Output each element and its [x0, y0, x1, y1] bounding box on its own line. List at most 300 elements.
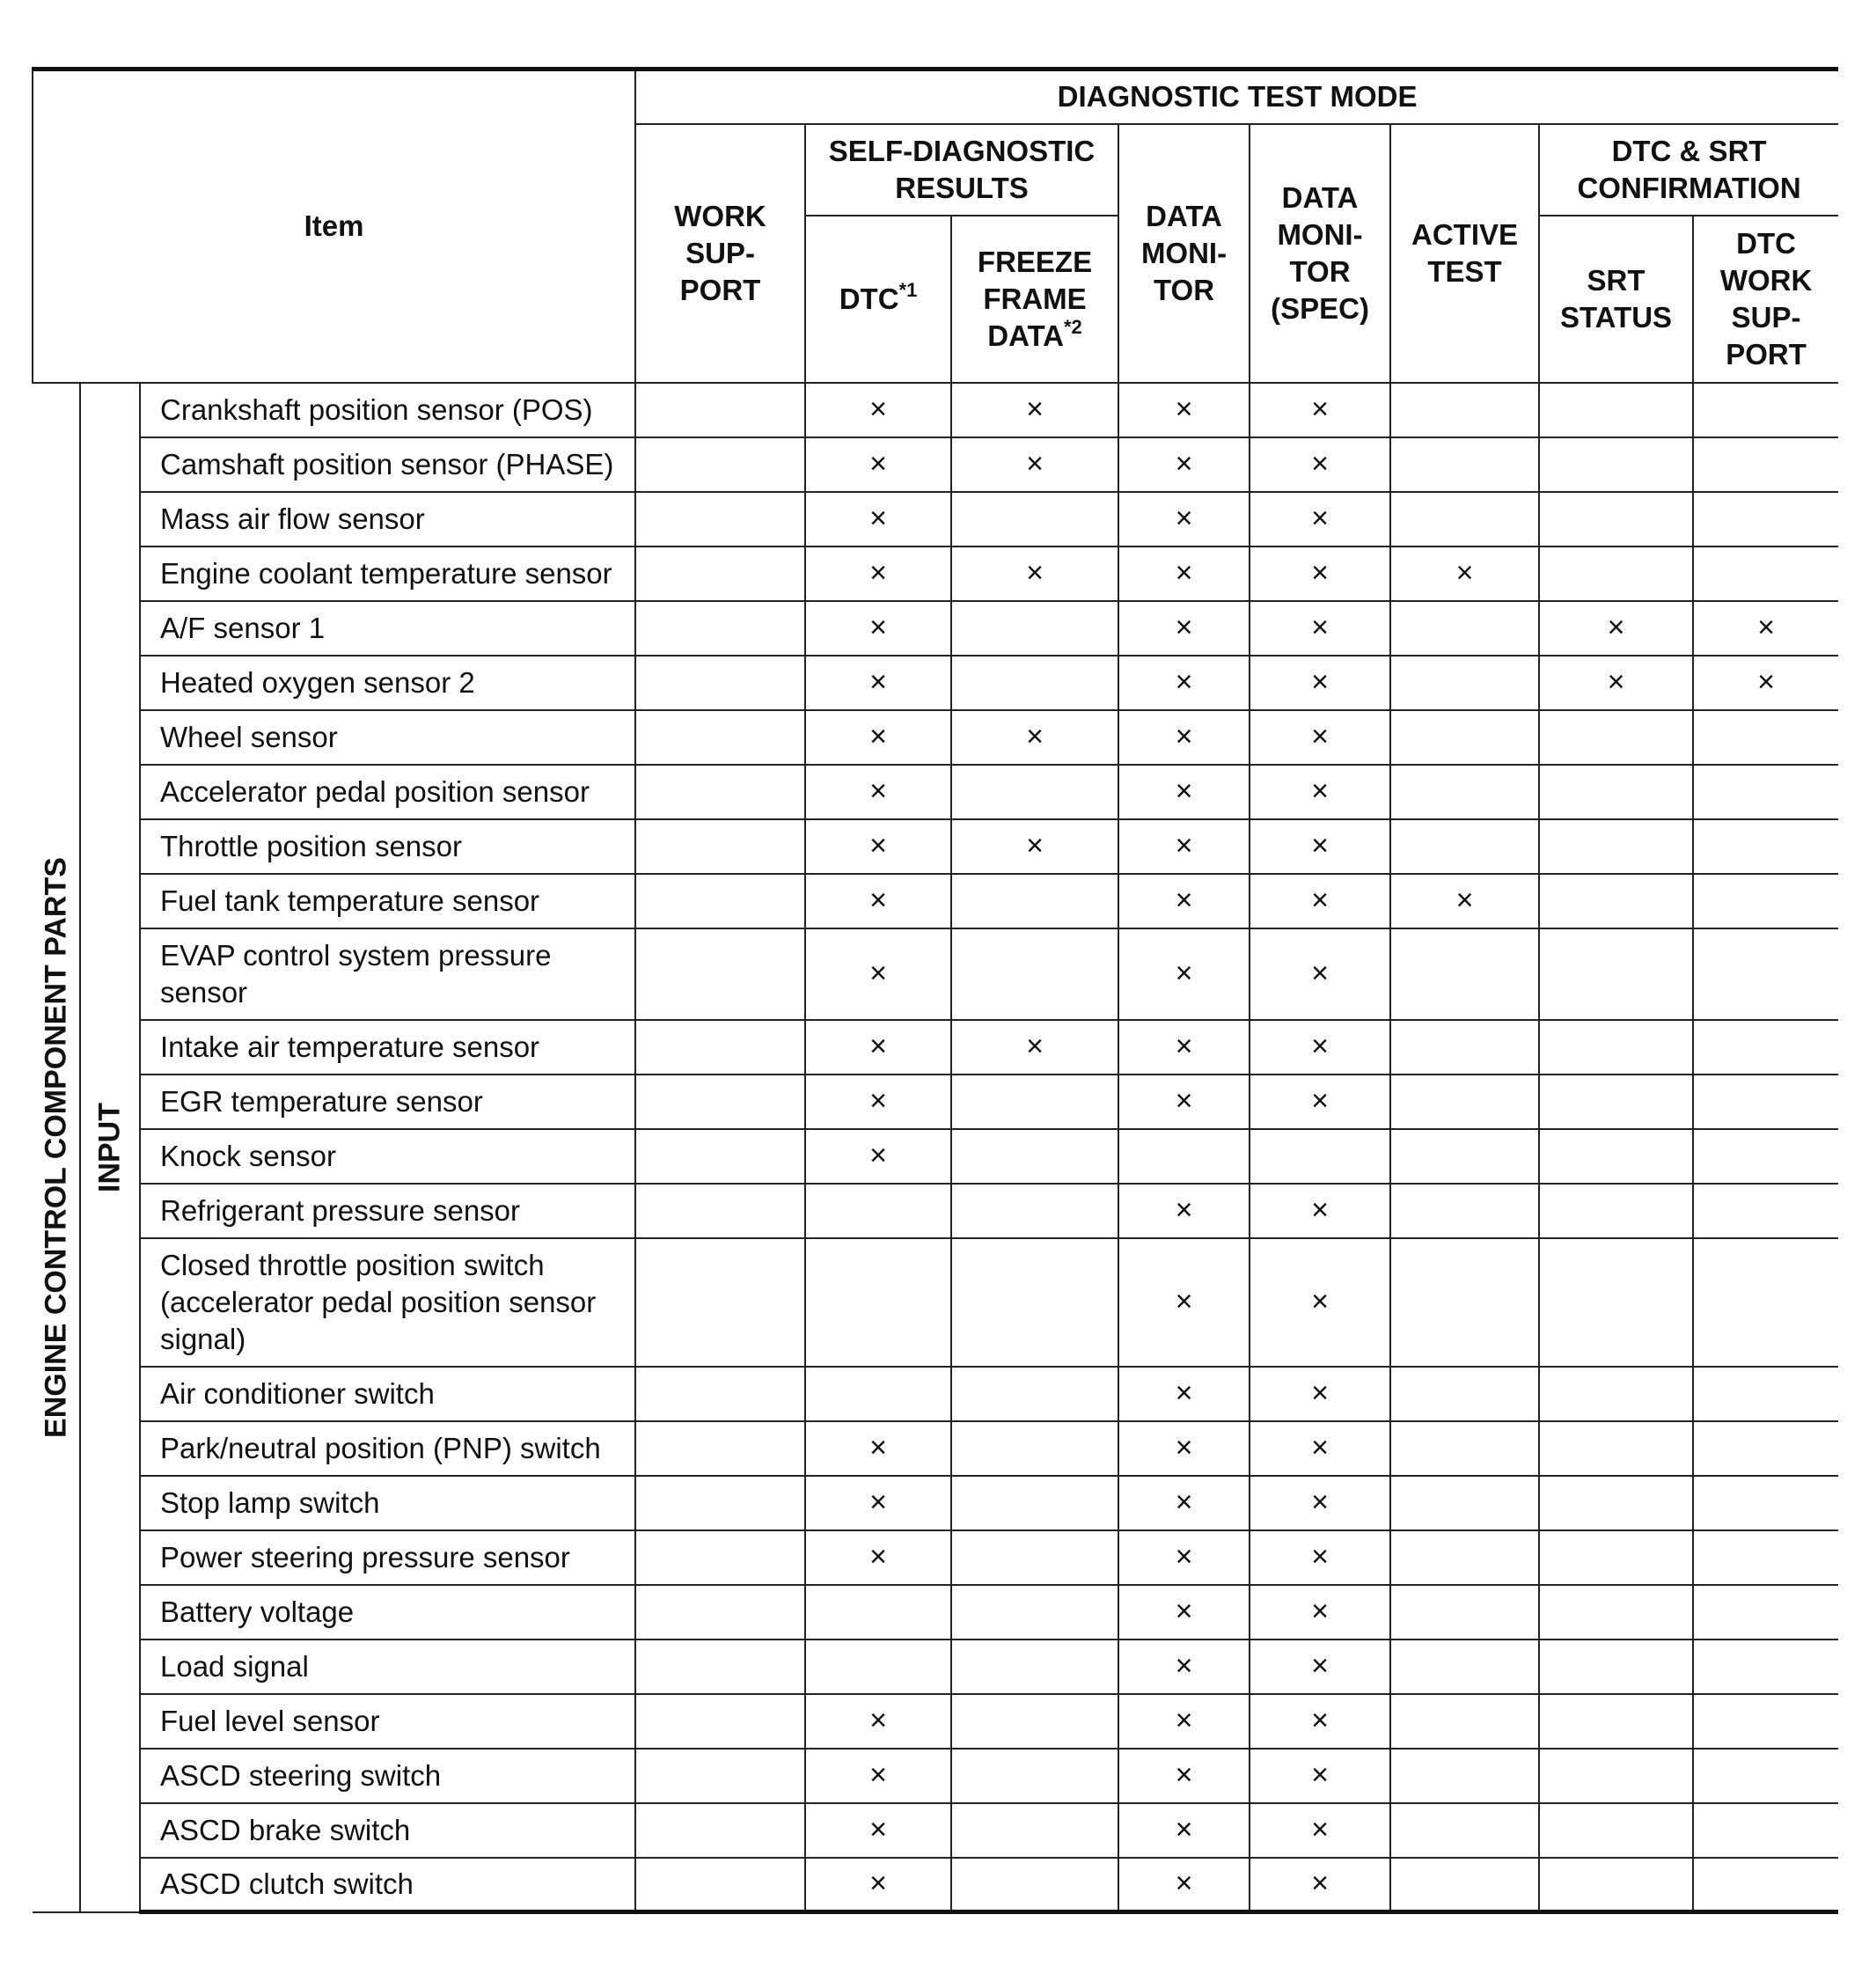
mode-cell [1118, 1367, 1250, 1421]
supported-mark: × [869, 774, 887, 808]
supported-mark: × [1175, 1704, 1193, 1737]
mode-cell [635, 1803, 805, 1858]
supported-mark: × [1311, 1193, 1329, 1227]
mode-cell [1390, 1367, 1539, 1421]
supported-mark: × [1311, 1704, 1329, 1737]
item-name-line: ASCD brake switch [160, 1813, 411, 1846]
mode-cell [1250, 1184, 1390, 1238]
item-name-cell [140, 819, 635, 874]
supported-mark: × [1311, 1485, 1329, 1519]
mode-cell [1539, 492, 1693, 547]
mode-cell [1250, 601, 1390, 656]
mode-cell [1390, 656, 1539, 710]
supported-mark: × [869, 1485, 887, 1519]
header-line: WORK [1719, 263, 1813, 297]
srt-status-header [1539, 216, 1693, 383]
supported-mark: × [1311, 1030, 1329, 1063]
mode-cell [951, 1476, 1118, 1530]
header-line: PORT [1726, 337, 1807, 370]
header-line: MONI- [1140, 236, 1228, 269]
supported-mark: × [1175, 1595, 1193, 1628]
mode-cell [1390, 1803, 1539, 1858]
mode-cell [1693, 601, 1838, 656]
mode-cell [1693, 819, 1838, 874]
mode-cell [1118, 601, 1250, 656]
mode-cell [1693, 1803, 1838, 1858]
dtc-header [805, 216, 951, 383]
item-name-cell [140, 1421, 635, 1476]
mode-cell [1390, 819, 1539, 874]
mode-cell [805, 1020, 951, 1075]
supported-mark: × [1311, 447, 1329, 480]
mode-cell [1118, 383, 1250, 437]
header-line: RESULTS [895, 171, 1029, 204]
item-name-cell [140, 492, 635, 547]
active-test-header [1390, 124, 1539, 383]
table-row [33, 874, 1838, 928]
mode-cell [1118, 1530, 1250, 1585]
mode-cell [635, 1421, 805, 1476]
supported-mark: × [1026, 829, 1044, 862]
mode-cell [805, 765, 951, 819]
mode-cell [1693, 1184, 1838, 1238]
mode-cell [1118, 1129, 1250, 1184]
mode-cell [1693, 383, 1838, 437]
dtc-footnote-ref: *1 [898, 278, 918, 301]
supported-mark: × [1311, 611, 1329, 644]
supported-mark: × [1175, 720, 1193, 753]
dtc-header-text: DTC [839, 282, 899, 315]
mode-cell [805, 437, 951, 492]
diagnostic-table [32, 67, 1838, 1914]
mode-cell [805, 601, 951, 656]
mode-cell [1539, 1367, 1693, 1421]
supported-mark: × [1175, 665, 1193, 699]
mode-cell [1539, 765, 1693, 819]
mode-cell [1390, 874, 1539, 928]
header-line: ACTIVE [1411, 217, 1519, 251]
mode-cell [1693, 1858, 1838, 1912]
mode-cell [951, 601, 1118, 656]
mode-cell [1118, 874, 1250, 928]
supported-mark: × [1607, 665, 1625, 699]
mode-cell [635, 1020, 805, 1075]
subgroup-label: INPUT [92, 1102, 127, 1192]
mode-cell [951, 492, 1118, 547]
mode-cell [805, 547, 951, 601]
mode-cell [1693, 1585, 1838, 1640]
header-line: FREEZE [977, 245, 1093, 278]
table-row [33, 765, 1838, 819]
supported-mark: × [1311, 1867, 1329, 1901]
mode-cell [1539, 547, 1693, 601]
item-header-text: Item [304, 209, 364, 243]
mode-cell [1118, 1476, 1250, 1530]
mode-cell [951, 1020, 1118, 1075]
item-name-cell [140, 656, 635, 710]
supported-mark: × [1311, 1285, 1329, 1318]
table-row [33, 656, 1838, 710]
item-name-line: Power steering pressure sensor [160, 1540, 570, 1574]
item-name-line: EVAP control system pressure [160, 938, 552, 972]
mode-cell [1250, 819, 1390, 874]
mode-cell [635, 1694, 805, 1749]
mode-cell [951, 710, 1118, 765]
mode-cell [951, 928, 1118, 1020]
item-name-cell [140, 1476, 635, 1530]
item-name-cell [140, 1238, 635, 1367]
supported-mark: × [1311, 1431, 1329, 1464]
supported-mark: × [1175, 447, 1193, 480]
mode-cell [1539, 1640, 1693, 1694]
item-name-line: Heated oxygen sensor 2 [160, 665, 475, 699]
item-name-line: sensor [160, 975, 248, 1009]
header-line: TOR [1153, 273, 1215, 306]
mode-cell [1390, 1238, 1539, 1367]
table-row [33, 1530, 1838, 1585]
table-row [33, 383, 1838, 437]
supported-mark: × [1175, 1285, 1193, 1318]
data-monitor-header [1118, 124, 1250, 383]
item-name-line: Mass air flow sensor [160, 502, 425, 535]
mode-cell [1118, 1694, 1250, 1749]
freeze-frame-header [951, 216, 1118, 383]
table-row [33, 1421, 1838, 1476]
mode-cell [635, 601, 805, 656]
mode-cell [1693, 492, 1838, 547]
mode-cell [1250, 1020, 1390, 1075]
item-name-line: Throttle position sensor [160, 829, 463, 862]
item-name-cell [140, 874, 635, 928]
supported-mark: × [1175, 502, 1193, 535]
mode-cell [1118, 1184, 1250, 1238]
item-name-cell [140, 1184, 635, 1238]
mode-cell [1118, 1585, 1250, 1640]
supported-mark: × [1175, 392, 1193, 426]
work-support-header [635, 124, 805, 383]
mode-cell [635, 1075, 805, 1129]
supported-mark: × [869, 1758, 887, 1792]
table-row [33, 1184, 1838, 1238]
item-header [33, 70, 635, 383]
mode-cell [1539, 1749, 1693, 1803]
supported-mark: × [869, 957, 887, 990]
item-name-line: A/F sensor 1 [160, 611, 326, 644]
mode-cell [805, 928, 951, 1020]
item-name-line: Load signal [160, 1649, 309, 1683]
mode-cell [805, 1367, 951, 1421]
mode-cell [1118, 765, 1250, 819]
mode-cell [1390, 1184, 1539, 1238]
mode-cell [1693, 710, 1838, 765]
mode-cell [1118, 437, 1250, 492]
table-row [33, 1749, 1838, 1803]
header-line: DATA [987, 319, 1064, 352]
mode-cell [1250, 383, 1390, 437]
supported-mark: × [1175, 1758, 1193, 1792]
item-name-line: Knock sensor [160, 1139, 336, 1172]
header-line: CONFIRMATION [1577, 171, 1801, 204]
item-name-cell [140, 1367, 635, 1421]
mode-cell [1390, 1530, 1539, 1585]
mode-cell [1539, 1476, 1693, 1530]
mode-cell [1539, 656, 1693, 710]
mode-cell [1693, 1476, 1838, 1530]
subgroup-label-cell [80, 383, 140, 1912]
mode-cell [1250, 1530, 1390, 1585]
mode-cell [805, 1476, 951, 1530]
mode-cell [635, 819, 805, 874]
header-line: PORT [679, 273, 761, 306]
mode-cell [1390, 765, 1539, 819]
mode-cell [805, 383, 951, 437]
mode-cell [805, 1238, 951, 1367]
item-name-cell [140, 1020, 635, 1075]
mode-cell [1250, 874, 1390, 928]
mode-cell [1539, 1803, 1693, 1858]
supported-mark: × [1175, 556, 1193, 590]
header-line: (SPEC) [1271, 291, 1369, 325]
mode-cell [1390, 1640, 1539, 1694]
supported-mark: × [1311, 1084, 1329, 1118]
table-row [33, 1020, 1838, 1075]
mode-cell [1250, 656, 1390, 710]
mode-cell [1118, 819, 1250, 874]
mode-cell [635, 1585, 805, 1640]
supported-mark: × [1311, 556, 1329, 590]
mode-cell [1693, 874, 1838, 928]
table-row [33, 1694, 1838, 1749]
mode-cell [1118, 492, 1250, 547]
mode-cell [1539, 1238, 1693, 1367]
item-name-cell [140, 928, 635, 1020]
item-name-line: Intake air temperature sensor [160, 1030, 540, 1063]
mode-cell [1390, 383, 1539, 437]
mode-cell [1539, 1694, 1693, 1749]
header-line: SUP- [1731, 300, 1801, 334]
mode-cell [1390, 1020, 1539, 1075]
mode-cell [1250, 1476, 1390, 1530]
table-row [33, 1803, 1838, 1858]
mode-cell [1250, 1129, 1390, 1184]
mode-cell [635, 1858, 805, 1912]
supported-mark: × [1757, 611, 1775, 644]
supported-mark: × [869, 611, 887, 644]
mode-cell [1539, 1421, 1693, 1476]
mode-cell [951, 1184, 1118, 1238]
mode-cell [1390, 1476, 1539, 1530]
header-line: TOR [1289, 254, 1351, 288]
mode-cell [1250, 1075, 1390, 1129]
mode-cell [1390, 710, 1539, 765]
item-name-cell [140, 1640, 635, 1694]
supported-mark: × [1311, 392, 1329, 426]
supported-mark: × [1311, 829, 1329, 862]
item-name-cell [140, 1803, 635, 1858]
supported-mark: × [869, 1431, 887, 1464]
mode-cell [805, 656, 951, 710]
supported-mark: × [1757, 665, 1775, 699]
mode-cell [1390, 1075, 1539, 1129]
table-row [33, 1129, 1838, 1184]
item-name-line: Wheel sensor [160, 720, 338, 753]
mode-cell [1390, 1129, 1539, 1184]
mode-cell [635, 1530, 805, 1585]
mode-cell [1693, 1530, 1838, 1585]
mode-cell [635, 1238, 805, 1367]
supported-mark: × [1607, 611, 1625, 644]
header-line: SUP- [685, 236, 755, 269]
mode-cell [951, 1858, 1118, 1912]
dtc-work-support-header [1693, 216, 1838, 383]
mode-cell [805, 1858, 951, 1912]
mode-cell [1390, 437, 1539, 492]
table-row [33, 547, 1838, 601]
mode-cell [1693, 547, 1838, 601]
supported-mark: × [869, 1867, 887, 1901]
supported-mark: × [1175, 1084, 1193, 1118]
supported-mark: × [1026, 447, 1044, 480]
mode-cell [1693, 1129, 1838, 1184]
supported-mark: × [1175, 1649, 1193, 1683]
mode-cell [635, 765, 805, 819]
table-row [33, 819, 1838, 874]
mode-cell [1118, 1421, 1250, 1476]
item-name-cell [140, 1585, 635, 1640]
dtc-srt-confirmation-header [1539, 124, 1838, 216]
supported-mark: × [869, 1540, 887, 1574]
diagnostic-table-container [32, 67, 1837, 1914]
item-name-cell [140, 1858, 635, 1912]
supported-mark: × [869, 1813, 887, 1846]
mode-cell [635, 874, 805, 928]
table-row [33, 1858, 1838, 1912]
mode-cell [805, 1421, 951, 1476]
mode-cell [1390, 492, 1539, 547]
supported-mark: × [869, 665, 887, 699]
mode-cell [951, 1129, 1118, 1184]
mode-cell [1118, 1858, 1250, 1912]
item-name-line: (accelerator pedal position sensor [160, 1285, 597, 1318]
mode-cell [1693, 437, 1838, 492]
mode-cell [1250, 547, 1390, 601]
item-name-line: Fuel tank temperature sensor [160, 884, 540, 917]
mode-cell [951, 765, 1118, 819]
header-line: WORK [674, 199, 766, 232]
group-label: ENGINE CONTROL COMPONENT PARTS [39, 856, 72, 1438]
table-body [33, 383, 1838, 1912]
supported-mark: × [1175, 1431, 1193, 1464]
mode-cell [635, 1367, 805, 1421]
data-monitor-spec-header [1250, 124, 1390, 383]
mode-cell [805, 1075, 951, 1129]
table-row [33, 710, 1838, 765]
item-name-cell [140, 437, 635, 492]
mode-cell [805, 1803, 951, 1858]
mode-cell [1539, 437, 1693, 492]
mode-cell [951, 437, 1118, 492]
mode-cell [805, 1640, 951, 1694]
supported-mark: × [1455, 884, 1474, 917]
mode-cell [1693, 1075, 1838, 1129]
mode-cell [1250, 710, 1390, 765]
mode-cell [951, 1640, 1118, 1694]
mode-cell [1250, 928, 1390, 1020]
supported-mark: × [869, 447, 887, 480]
mode-cell [1539, 383, 1693, 437]
supported-mark: × [1175, 774, 1193, 808]
table-row [33, 1075, 1838, 1129]
supported-mark: × [1026, 392, 1044, 426]
supported-mark: × [1311, 1595, 1329, 1628]
mode-cell [1390, 1585, 1539, 1640]
item-name-line: Closed throttle position switch [160, 1248, 545, 1281]
header-line: DTC [1736, 226, 1796, 260]
supported-mark: × [1455, 556, 1474, 590]
mode-cell [951, 1803, 1118, 1858]
supported-mark: × [1311, 957, 1329, 990]
item-name-cell [140, 765, 635, 819]
mode-cell [1118, 1020, 1250, 1075]
header-line: DATA [1146, 199, 1222, 232]
supported-mark: × [1311, 1540, 1329, 1574]
table-row [33, 1640, 1838, 1694]
header-line: TEST [1427, 254, 1502, 288]
supported-mark: × [1175, 1540, 1193, 1574]
mode-cell [1693, 1640, 1838, 1694]
mode-cell [635, 547, 805, 601]
table-row [33, 1585, 1838, 1640]
mode-cell [1539, 710, 1693, 765]
table-row [33, 437, 1838, 492]
mode-cell [1693, 1694, 1838, 1749]
mode-cell [805, 1749, 951, 1803]
header-line: MONI- [1277, 217, 1363, 251]
item-name-cell [140, 710, 635, 765]
supported-mark: × [869, 829, 887, 862]
supported-mark: × [1311, 720, 1329, 753]
supported-mark: × [1175, 1030, 1193, 1063]
supported-mark: × [869, 720, 887, 753]
mode-cell [1539, 1184, 1693, 1238]
header-line: FRAME [983, 282, 1087, 315]
mode-cell [635, 437, 805, 492]
mode-cell [1118, 1749, 1250, 1803]
mode-cell [805, 1129, 951, 1184]
item-name-cell [140, 601, 635, 656]
mode-cell [951, 1585, 1118, 1640]
table-row [33, 1476, 1838, 1530]
mode-cell [1539, 1858, 1693, 1912]
supported-mark: × [1026, 556, 1044, 590]
mode-cell [951, 1749, 1118, 1803]
mode-cell [1118, 1640, 1250, 1694]
supported-mark: × [869, 392, 887, 426]
supported-mark: × [1311, 1758, 1329, 1792]
mode-cell [635, 1184, 805, 1238]
mode-cell [1539, 1530, 1693, 1585]
supported-mark: × [1311, 502, 1329, 535]
mode-cell [1250, 1858, 1390, 1912]
diagnostic-test-mode-header: DIAGNOSTIC TEST MODE [635, 70, 1838, 124]
mode-cell [805, 874, 951, 928]
mode-cell [1118, 547, 1250, 601]
mode-cell [1118, 1803, 1250, 1858]
mode-cell [1693, 765, 1838, 819]
mode-cell [805, 1530, 951, 1585]
item-name-cell [140, 383, 635, 437]
supported-mark: × [1175, 1485, 1193, 1519]
